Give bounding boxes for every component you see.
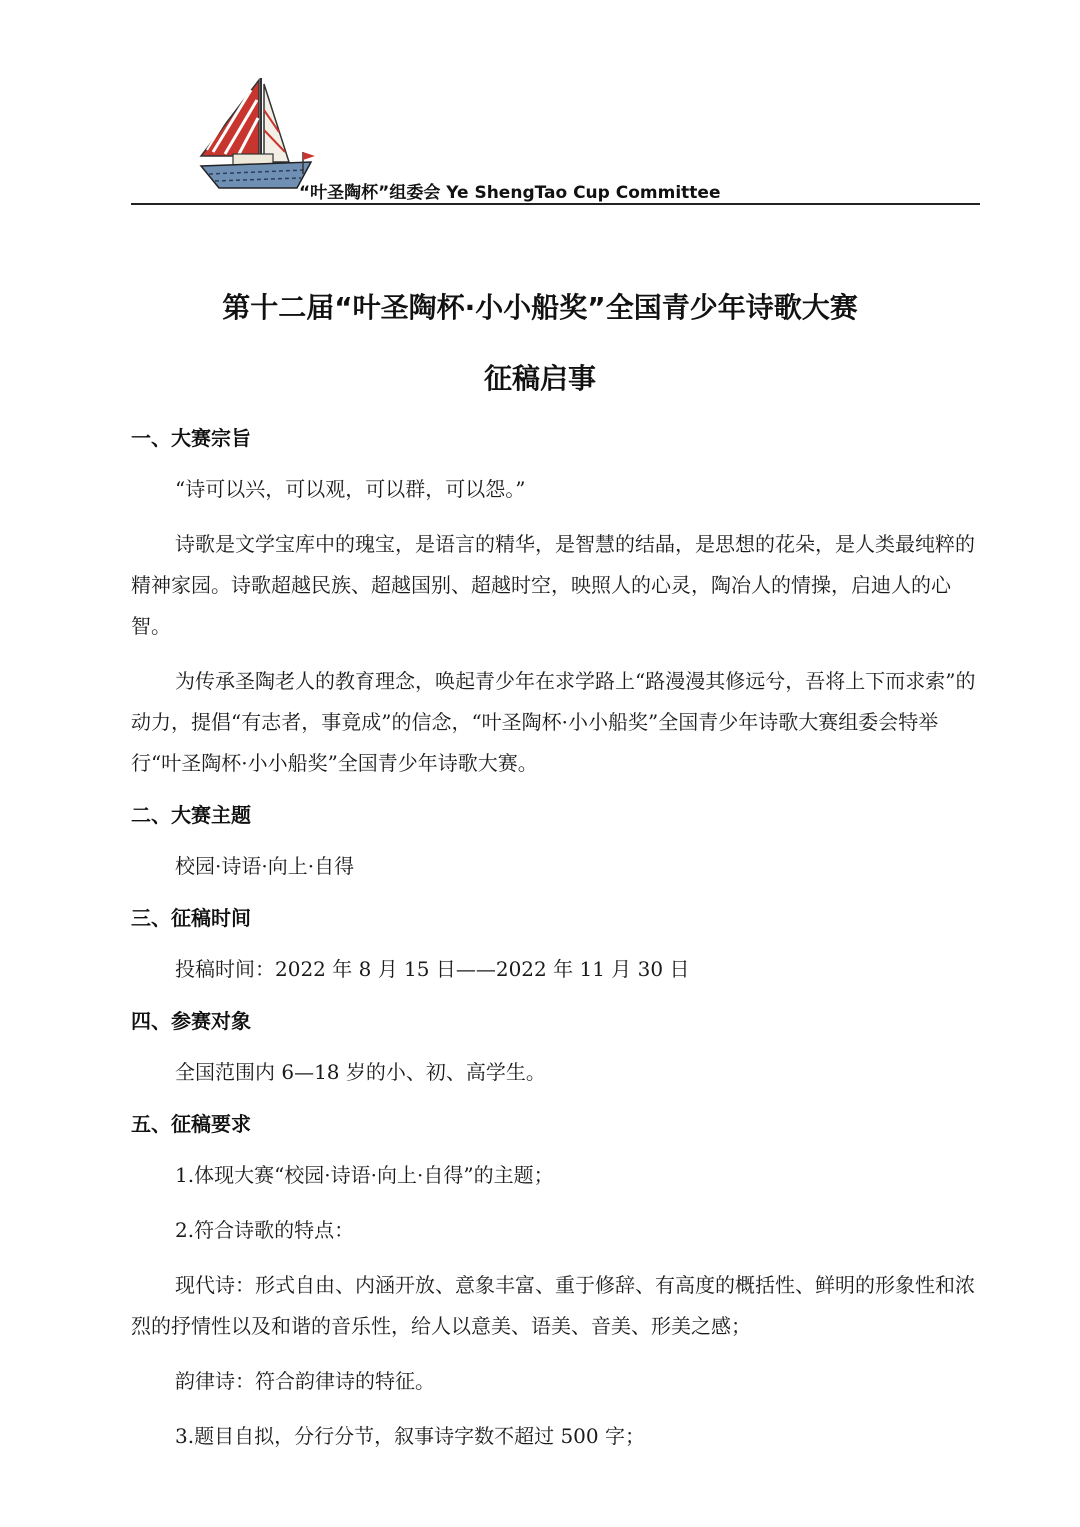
requirement-classical-poetry: 韵律诗：符合韵律诗的特征。 [175,1369,435,1393]
section-heading-period: 三、征稿时间 [131,906,251,930]
purpose-paragraph-2: 为传承圣陶老人的教育理念，唤起青少年在求学路上“路漫漫其修远兮，吾将上下而求索”的动力，提倡“有志者，事竟成”的信念，“叶圣陶杯·小小船奖”全国青少年诗歌大赛组委会特举行“叶圣陶杯·小小船奖”全国青少年诗歌大赛。 [131,669,976,775]
purpose-paragraph-1: 诗歌是文学宝库中的瑰宝，是语言的精华，是智慧的结晶，是思想的花朵，是人类最纯粹的精神家园。诗歌超越民族、超越国别、超越时空，映照人的心灵，陶冶人的情操，启迪人的心智。 [131,532,975,638]
requirement-2: 2.符合诗歌的特点： [175,1218,355,1242]
document-body [131,423,980,1457]
theme-text: 校园·诗语·向上·自得 [175,854,355,878]
section-heading-theme: 二、大赛主题 [131,803,251,827]
letterhead [131,70,980,206]
header-divider [131,203,980,205]
section-heading-requirements: 五、征稿要求 [131,1112,251,1136]
participants-text: 全国范围内 6—18 岁的小、初、高学生。 [175,1060,546,1084]
section-heading-participants: 四、参赛对象 [131,1009,251,1033]
sailboat-logo-icon [161,70,321,200]
requirement-1: 1.体现大赛“校园·诗语·向上·自得”的主题； [175,1163,554,1187]
requirement-3: 3.题目自拟，分行分节，叙事诗字数不超过 500 字； [175,1424,645,1448]
section-heading-purpose: 一、大赛宗旨 [131,426,251,450]
document-title: 第十二届“叶圣陶杯·小小船奖”全国青少年诗歌大赛 [222,291,858,324]
document-subtitle: 征稿启事 [483,362,596,395]
period-text: 投稿时间：2022 年 8 月 15 日——2022 年 11 月 30 日 [175,957,690,981]
organizer-name: “叶圣陶杯”组委会 Ye ShengTao Cup Committee [299,183,721,203]
requirement-modern-poetry: 现代诗：形式自由、内涵开放、意象丰富、重于修辞、有高度的概括性、鲜明的形象性和浓烈的抒情性以及和谐的音乐性，给人以意美、语美、音美、形美之感； [131,1273,975,1338]
quote-paragraph: “诗可以兴，可以观，可以群，可以怨。” [175,477,526,501]
